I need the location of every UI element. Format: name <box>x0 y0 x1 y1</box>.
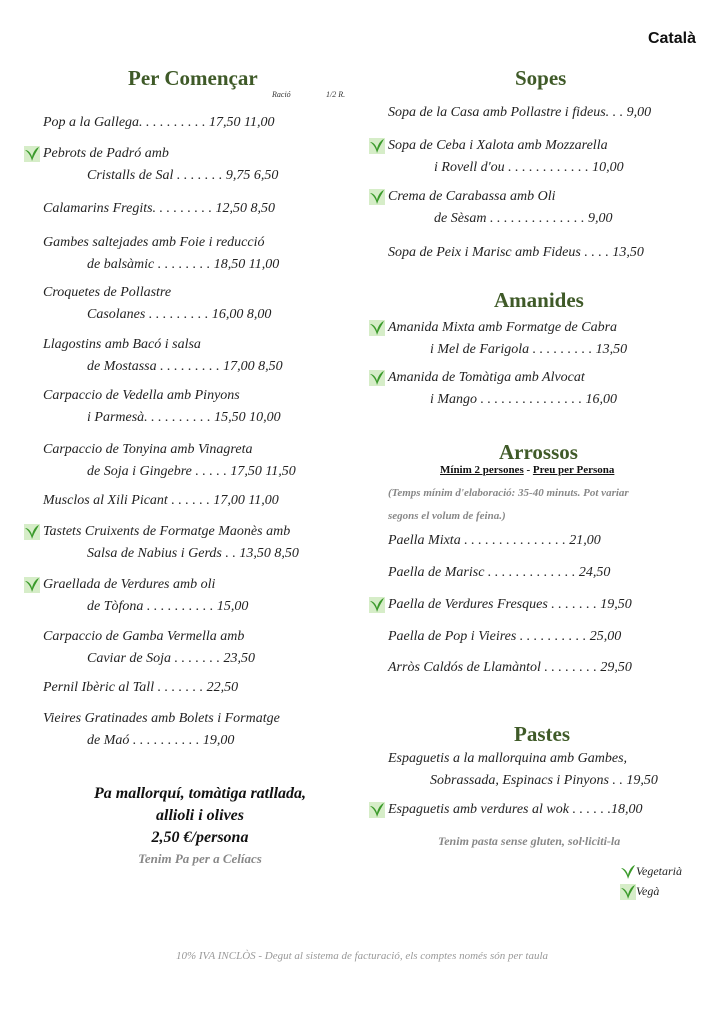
menu-item: Gambes saltejades amb Foie i reducció <box>43 235 265 250</box>
menu-item-line: i Mel de Farigola . . . . . . . . . 13,50 <box>430 342 628 357</box>
section-title-amanides: Amanides <box>494 288 584 312</box>
menu-item: Sopa de Peix i Marisc amb Fideus . . . . 13,50 <box>388 245 644 260</box>
menu-item-line: Salsa de Nabius i Gerds . . 13,50 8,50 <box>87 546 299 561</box>
menu-item: Calamarins Fregits. . . . . . . . . 12,50 8,50 <box>43 201 276 216</box>
pasta-note: Tenim pasta sense gluten, sol·liciti-la <box>438 834 621 848</box>
menu-item-line: Caviar de Soja . . . . . . . 23,50 <box>87 651 255 666</box>
leaf-icon <box>369 320 385 336</box>
menu-item: Crema de Carabassa amb Oli <box>388 189 556 204</box>
menu-item-line: de Tòfona . . . . . . . . . . 15,00 <box>87 599 249 614</box>
menu-item: Croquetes de Pollastre <box>43 285 172 300</box>
arrossos-note-line-1: (Temps mínim d'elaboració: 35-40 minuts. Pot variar <box>388 487 629 499</box>
menu-item: Vieires Gratinades amb Bolets i Formatge <box>43 711 280 726</box>
menu-item: Musclos al Xili Picant . . . . . . 17,00 11,00 <box>43 493 279 508</box>
leaf-icon <box>24 524 40 540</box>
menu-item: Pop a la Gallega. . . . . . . . . . 17,50 11,00 <box>43 115 275 130</box>
leaf-icon <box>369 370 385 386</box>
leaf-icon <box>369 189 385 205</box>
menu-item: Sopa de Ceba i Xalota amb Mozzarella <box>388 138 608 153</box>
column-header-half: 1/2 R. <box>326 90 346 99</box>
menu-item-line: de Maó . . . . . . . . . . 19,00 <box>87 733 235 748</box>
menu-item-line: Sobrassada, Espinacs i Pinyons . . 19,50 <box>430 773 658 788</box>
leaf-icon <box>369 802 385 818</box>
menu-item: Pebrots de Padró amb <box>43 146 169 161</box>
menu-item-line: de Soja i Gingebre . . . . . 17,50 11,50 <box>87 464 296 479</box>
leaf-icon <box>620 884 636 900</box>
menu-item: Arròs Caldós de Llamàntol . . . . . . . . 29,50 <box>388 660 632 675</box>
menu-item: Carpaccio de Gamba Vermella amb <box>43 629 245 644</box>
legend-vegetarian: Vegetarià <box>636 864 682 878</box>
menu-item: Paella Mixta . . . . . . . . . . . . . . . 21,00 <box>388 533 601 548</box>
bread-price: 2,50 €/persona <box>151 829 249 846</box>
leaf-icon <box>369 597 385 613</box>
bread-line-2: allioli i olives <box>156 807 244 824</box>
bread-line-1: Pa mallorquí, tomàtiga ratllada, <box>93 785 307 802</box>
menu-item: Pernil Ibèric al Tall . . . . . . . 22,50 <box>43 680 239 695</box>
menu-item: Sopa de la Casa amb Pollastre i fideus. . . 9,00 <box>388 105 652 120</box>
arrossos-subtitle: Mínim 2 persones - Preu per Persona <box>440 464 615 476</box>
menu-item: Tastets Cruixents de Formatge Maonès amb <box>43 524 291 539</box>
menu-item-line: i Rovell d'ou . . . . . . . . . . . . 10,00 <box>434 160 624 175</box>
menu-item-line: de balsàmic . . . . . . . . 18,50 11,00 <box>87 257 280 272</box>
language-label: Català <box>647 30 696 47</box>
menu-item: Carpaccio de Tonyina amb Vinagreta <box>43 442 253 457</box>
section-title-arrossos: Arrossos <box>499 440 578 464</box>
menu-item: Espaguetis a la mallorquina amb Gambes, <box>388 751 628 766</box>
section-title-sopes: Sopes <box>515 66 567 90</box>
leaf-icon <box>620 864 636 880</box>
leaf-icon <box>24 146 40 162</box>
menu-item: Espaguetis amb verdures al wok . . . . . .18,00 <box>388 802 643 817</box>
menu-item: Carpaccio de Vedella amb Pinyons <box>43 388 240 403</box>
arrossos-note-line-2: segons el volum de feina.) <box>388 510 506 522</box>
section-title-per-comencar: Per Començar <box>128 66 258 90</box>
leaf-icon <box>24 577 40 593</box>
menu-item-line: de Mostassa . . . . . . . . . 17,00 8,50 <box>87 359 283 374</box>
menu-item: Paella de Marisc . . . . . . . . . . . . . 24,50 <box>388 565 611 580</box>
menu-item: Paella de Pop i Vieires . . . . . . . . . . 25,00 <box>388 629 622 644</box>
menu-item: Llagostins amb Bacó i salsa <box>43 337 201 352</box>
legend-vegan: Vegà <box>636 884 660 898</box>
menu-item: Paella de Verdures Fresques . . . . . . . 19,50 <box>388 597 632 612</box>
menu-item-line: i Parmesà. . . . . . . . . . 15,50 10,00 <box>87 410 281 425</box>
menu-item: Amanida de Tomàtiga amb Alvocat <box>388 370 585 385</box>
menu-item: Amanida Mixta amb Formatge de Cabra <box>388 320 618 335</box>
menu-item-line: Casolanes . . . . . . . . . 16,00 8,00 <box>87 307 272 322</box>
menu-item: Graellada de Verdures amb oli <box>43 577 216 592</box>
bread-note: Tenim Pa per a Celíacs <box>138 851 262 866</box>
column-header-racio: Ració <box>272 90 291 99</box>
leaf-icon <box>369 138 385 154</box>
footer-note: 10% IVA INCLÒS - Degut al sistema de facturació, els comptes només són per taula <box>175 950 549 962</box>
menu-item-line: i Mango . . . . . . . . . . . . . . . 16,00 <box>430 392 618 407</box>
menu-item-line: de Sèsam . . . . . . . . . . . . . . 9,00 <box>434 211 613 226</box>
menu-item-line: Cristalls de Sal . . . . . . . 9,75 6,50 <box>87 168 279 183</box>
section-title-pastes: Pastes <box>514 722 570 746</box>
